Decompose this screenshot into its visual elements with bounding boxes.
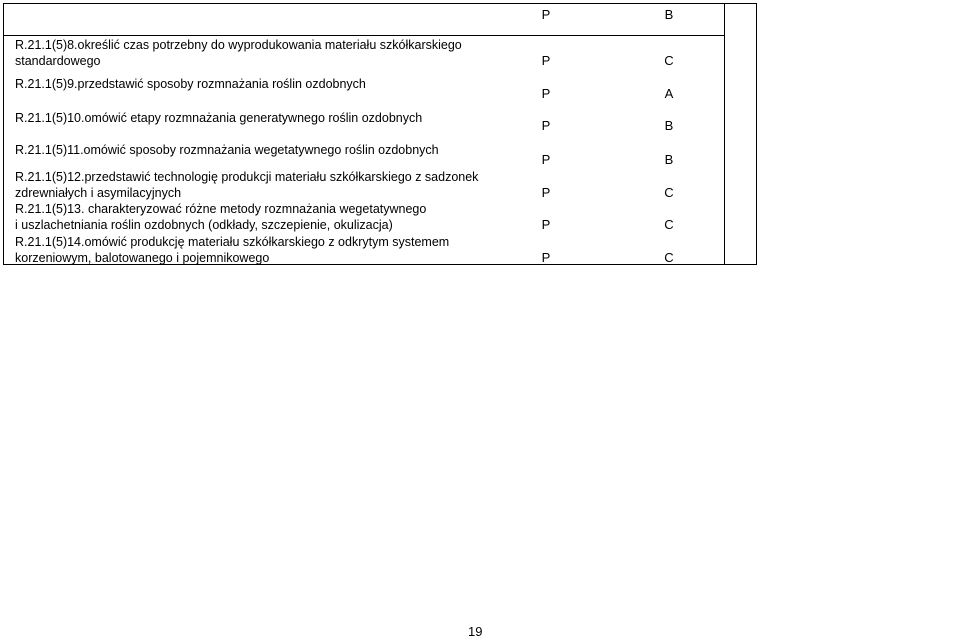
row-11-level: B bbox=[664, 152, 674, 167]
row-12-level: C bbox=[664, 185, 674, 200]
row-10-level: B bbox=[664, 118, 674, 133]
row-11-description bbox=[15, 142, 439, 158]
row-12-line-1: R.21.1(5)12.przedstawić technologię produkcji materiału szkółkarskiego z sadzonek bbox=[15, 170, 479, 184]
row-13-line-1: R.21.1(5)13. charakteryzować różne metody rozmnażania wegetatywnego bbox=[15, 202, 427, 216]
row-13-line-2: i uszlachetniania roślin ozdobnych (odkłady, szczepienie, okulizacja) bbox=[15, 218, 393, 232]
row-9-description bbox=[15, 76, 366, 92]
row-14-p: P bbox=[541, 250, 551, 265]
row-13-description bbox=[15, 201, 426, 233]
row-12-description bbox=[15, 169, 478, 201]
row-12-p: P bbox=[541, 185, 551, 200]
row-8-p: P bbox=[541, 53, 551, 68]
row-10-line-1: R.21.1(5)10.omówić etapy rozmnażania generatywnego roślin ozdobnych bbox=[15, 111, 423, 125]
header-p: P bbox=[541, 7, 551, 22]
row-10-description bbox=[15, 110, 422, 126]
row-12-line-2: zdrewniałych i asymilacyjnych bbox=[15, 186, 182, 200]
row-9-p: P bbox=[541, 86, 551, 101]
row-13-level: C bbox=[664, 217, 674, 232]
row-9-level: A bbox=[664, 86, 674, 101]
page-number: 19 bbox=[468, 624, 483, 639]
row-10-p: P bbox=[541, 118, 551, 133]
row-8-description bbox=[15, 37, 462, 69]
row-14-line-2: korzeniowym, balotowanego i pojemnikowego bbox=[15, 251, 270, 265]
row-14-description bbox=[15, 234, 449, 266]
header-b: B bbox=[664, 7, 674, 22]
row-11-line-1: R.21.1(5)11.omówić sposoby rozmnażania wegetatywnego roślin ozdobnych bbox=[15, 143, 439, 157]
row-13-p: P bbox=[541, 217, 551, 232]
header-divider bbox=[4, 35, 724, 36]
row-14-line-1: R.21.1(5)14.omówić produkcję materiału szkółkarskiego z odkrytym systemem bbox=[15, 235, 450, 249]
row-8-level: C bbox=[664, 53, 674, 68]
row-14-level: C bbox=[664, 250, 674, 265]
row-11-p: P bbox=[541, 152, 551, 167]
row-8-line-2: standardowego bbox=[15, 54, 101, 68]
row-8-line-1: R.21.1(5)8.określić czas potrzebny do wyprodukowania materiału szkółkarskiego bbox=[15, 38, 462, 52]
row-9-line-1: R.21.1(5)9.przedstawić sposoby rozmnażania roślin ozdobnych bbox=[15, 77, 366, 91]
table-right-frame bbox=[725, 3, 757, 265]
requirements-table bbox=[3, 3, 725, 265]
